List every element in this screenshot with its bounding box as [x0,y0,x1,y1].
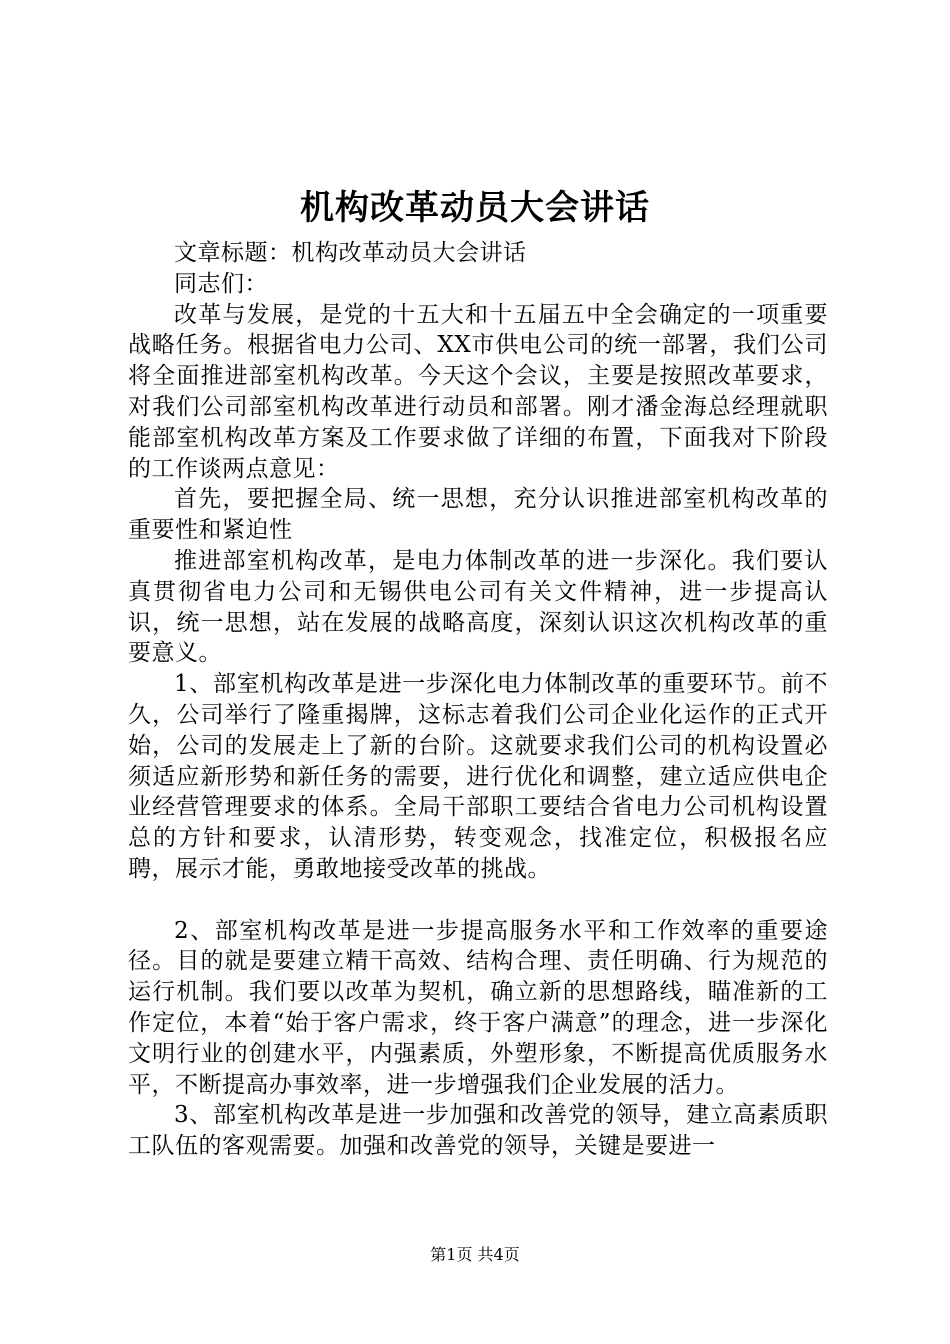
paragraph-point-2: 2、部室机构改革是进一步提高服务水平和工作效率的重要途径。目的就是要建立精干高效、结构合理、责任明确、行为规范的运行机制。我们要以改革为契机，确立新的思想路线，瞄准新的工作定位，本着“始于客户需求，终于客户满意”的理念，进一步深化文明行业的创建水平，内强素质，外塑形象，不断提高优质服务水平，不断提高办事效率，进一步增强我们企业发展的活力。 [128,917,828,1098]
page-number-footer: 第1页 共4页 [430,1245,520,1264]
salutation: 同志们： [174,270,268,297]
paragraph-deepening: 推进部室机构改革，是电力体制改革的进一步深化。我们要认真贯彻省电力公司和无锡供电公司有关文件精神，进一步提高认识，统一思想，站在发展的战略高度，深刻认识这次机构改革的重要意义。 [128,547,828,667]
paragraph-point-1: 1、部室机构改革是进一步深化电力体制改革的重要环节。前不久，公司举行了隆重揭牌，这标志着我们公司企业化运作的正式开始，公司的发展走上了新的台阶。这就要求我们公司的机构设置必须适应新形势和新任务的需要，进行优化和调整，建立适应供电企业经营管理要求的体系。全局干部职工要结合省电力公司机构设置总的方针和要求，认清形势，转变观念，找准定位，积极报名应聘，展示才能，勇敢地接受改革的挑战。 [128,671,828,882]
article-title-line: 文章标题：机构改革动员大会讲话 [174,240,527,266]
paragraph-point-3: 3、部室机构改革是进一步加强和改善党的领导，建立高素质职工队伍的客观需要。加强和改善党的领导，关键是要进一 [128,1102,828,1160]
document-title: 机构改革动员大会讲话 [300,188,650,228]
paragraph-heading-first: 首先，要把握全局、统一思想，充分认识推进部室机构改革的重要性和紧迫性 [128,486,828,544]
paragraph-intro: 改革与发展，是党的十五大和十五届五中全会确定的一项重要战略任务。根据省电力公司、XX市供电公司的统一部署，我们公司将全面推进部室机构改革。今天这个会议，主要是按照改革要求，对我们公司部室机构改革进行动员和部署。刚才潘金海总经理就职能部室机构改革方案及工作要求做了详细的布置，下面我对下阶段的工作谈两点意见： [128,301,828,482]
document-body [128,238,828,1162]
